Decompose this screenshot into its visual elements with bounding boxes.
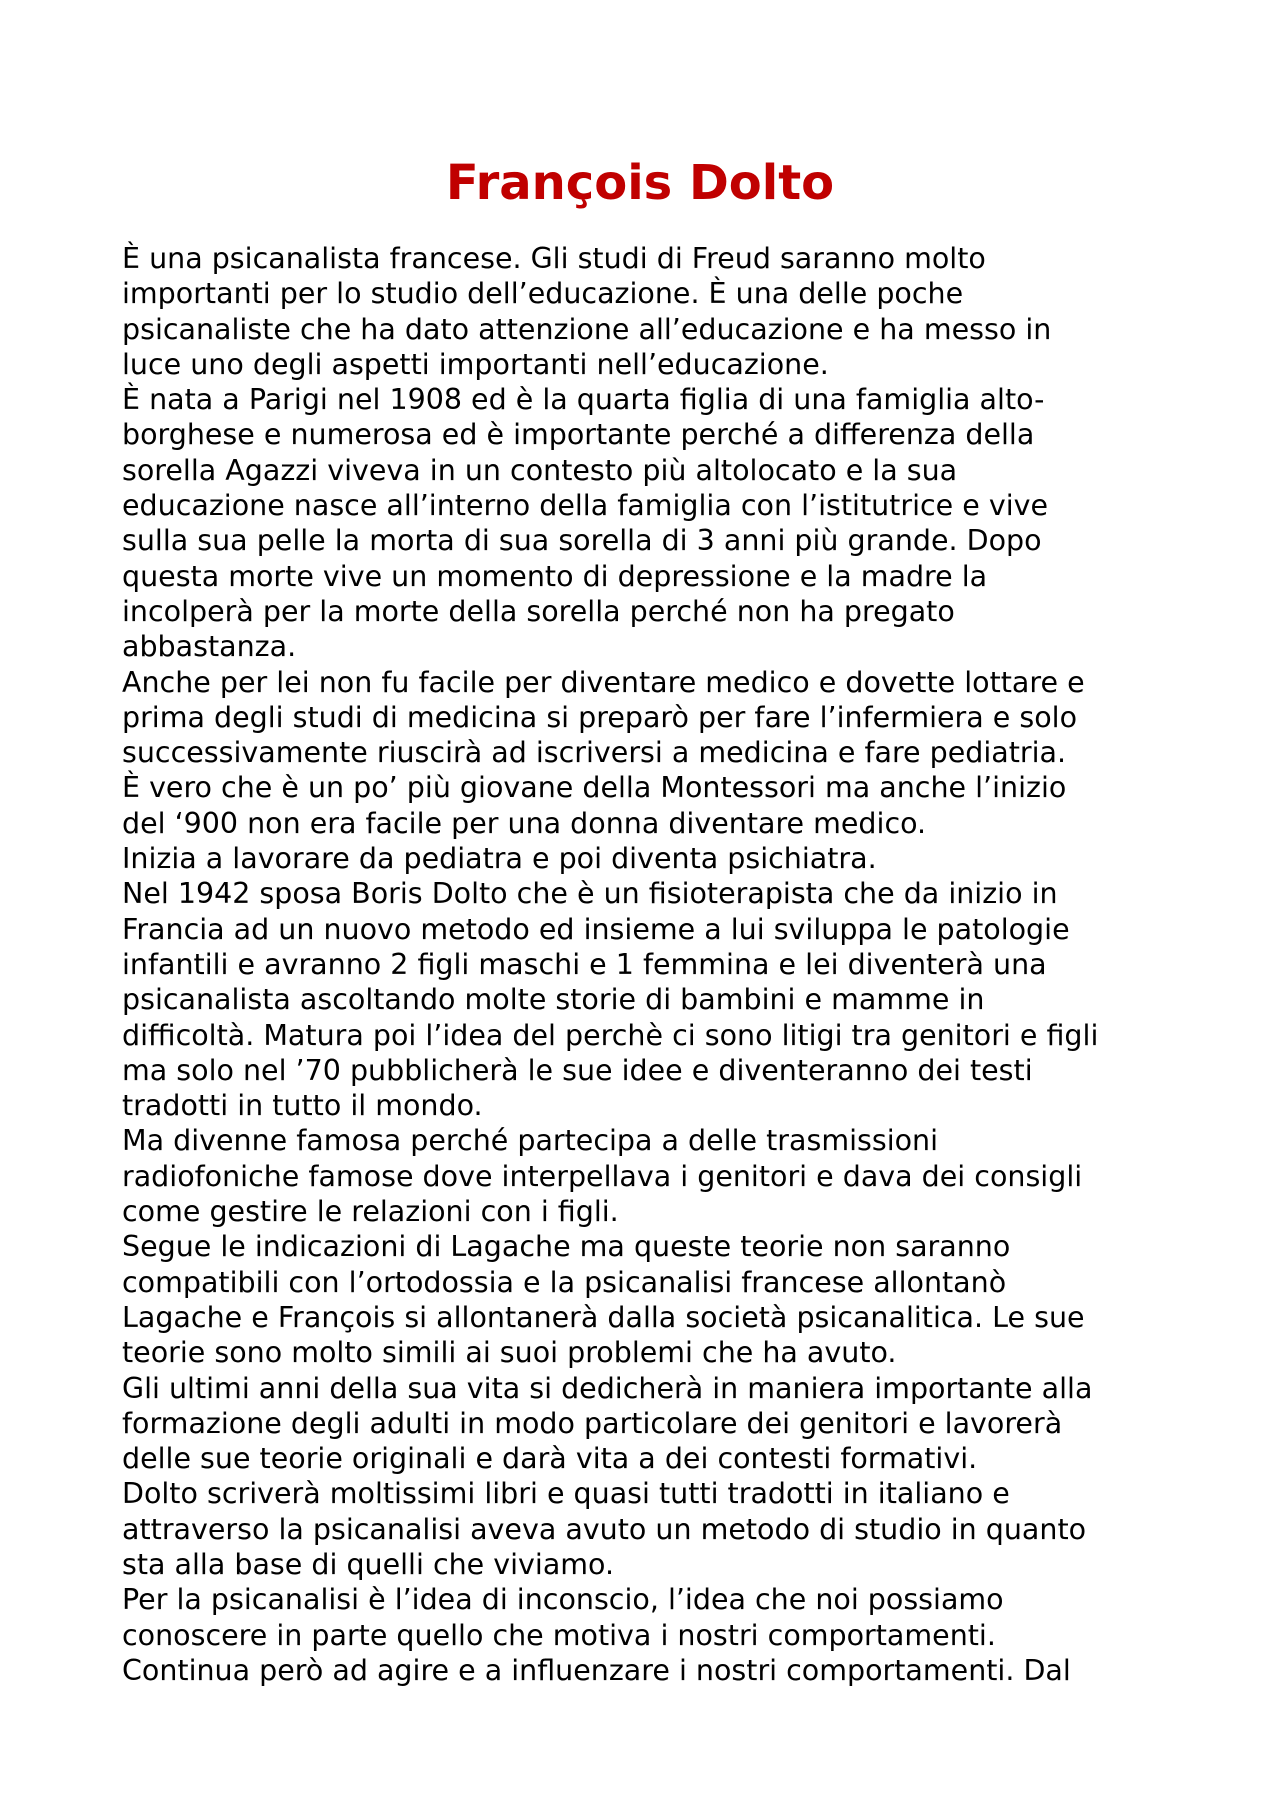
text-line: È nata a Parigi nel 1908 ed è la quarta figlia di una famiglia alto- xyxy=(122,383,1045,417)
text-line: Lagache e François si allontanerà dalla società psicanalitica. Le sue xyxy=(122,1300,1085,1334)
text-line: formazione degli adulti in modo particolare dei genitori e lavorerà xyxy=(122,1406,1063,1440)
text-line: abbastanza. xyxy=(122,630,297,664)
text-line: Francia ad un nuovo metodo ed insieme a lui sviluppa le patologie xyxy=(122,912,1070,946)
text-line: delle sue teorie originali e darà vita a dei contesti formativi. xyxy=(122,1442,978,1476)
text-line: infantili e avranno 2 figli maschi e 1 femmina e lei diventerà una xyxy=(122,947,1047,981)
text-line: Inizia a lavorare da pediatra e poi diventa psichiatra. xyxy=(122,842,877,876)
text-line: psicanalista ascoltando molte storie di bambini e mamme in xyxy=(122,983,985,1017)
text-line: È una psicanalista francese. Gli studi di Freud saranno molto xyxy=(122,242,986,275)
text-line: difficoltà. Matura poi l’idea del perchè ci sono litigi tra genitori e figli xyxy=(122,1018,1099,1052)
text-line: Gli ultimi anni della sua vita si dedicherà in maniera importante alla xyxy=(122,1371,1093,1405)
text-line: Nel 1942 sposa Boris Dolto che è un fisioterapista che da inizio in xyxy=(122,877,1058,911)
text-line: conoscere in parte quello che motiva i nostri comportamenti. xyxy=(122,1618,996,1652)
text-line: sorella Agazzi viveva in un contesto più altolocato e la sua xyxy=(122,453,958,487)
text-line: compatibili con l’ortodossia e la psicanalisi francese allontanò xyxy=(122,1265,1007,1299)
text-line: Dolto scriverà moltissimi libri e quasi tutti tradotti in italiano e xyxy=(122,1477,1010,1511)
text-line: come gestire le relazioni con i figli. xyxy=(122,1195,619,1229)
text-line: Continua però ad agire e a influenzare i nostri comportamenti. Dal xyxy=(122,1653,1071,1687)
text-line: del ‘900 non era facile per una donna diventare medico. xyxy=(122,806,927,840)
text-line: importanti per lo studio dell’educazione. È una delle poche xyxy=(122,277,964,311)
text-line: luce uno degli aspetti importanti nell’educazione. xyxy=(122,347,829,381)
text-line: radiofoniche famose dove interpellava i genitori e dava dei consigli xyxy=(122,1159,1083,1193)
text-line: borghese e numerosa ed è importante perché a differenza della xyxy=(122,418,1035,452)
text-line: successivamente riuscirà ad iscriversi a medicina e fare pediatria. xyxy=(122,736,1067,770)
text-line: attraverso la psicanalisi aveva avuto un metodo di studio in quanto xyxy=(122,1512,1087,1546)
text-line: sulla sua pelle la morta di sua sorella di 3 anni più grande. Dopo xyxy=(122,524,1042,558)
text-line: incolperà per la morte della sorella perché non ha pregato xyxy=(122,594,955,628)
text-line: psicanaliste che ha dato attenzione all’educazione e ha messo in xyxy=(122,312,1052,346)
text-line: questa morte vive un momento di depressione e la madre la xyxy=(122,559,988,593)
text-line: sta alla base di quelli che viviamo. xyxy=(122,1547,615,1581)
text-line: tradotti in tutto il mondo. xyxy=(122,1089,483,1123)
text-line: Anche per lei non fu facile per diventare medico e dovette lottare e xyxy=(122,665,1085,699)
text-line: educazione nasce all’interno della famiglia con l’istitutrice e vive xyxy=(122,489,1049,523)
page-title: François Dolto xyxy=(445,155,835,211)
text-line: Per la psicanalisi è l’idea di inconscio, l’idea che noi possiamo xyxy=(122,1583,1004,1617)
text-line: Segue le indicazioni di Lagache ma queste teorie non saranno xyxy=(122,1230,1011,1264)
text-line: È vero che è un po’ più giovane della Montessori ma anche l’inizio xyxy=(122,771,1067,805)
text-line: ma solo nel ’70 pubblicherà le sue idee e diventeranno dei testi xyxy=(122,1053,1033,1087)
text-line: Ma divenne famosa perché partecipa a delle trasmissioni xyxy=(122,1124,939,1158)
body-text xyxy=(122,241,1178,1688)
text-line: prima degli studi di medicina si preparò per fare l’infermiera e solo xyxy=(122,700,1078,734)
text-line: teorie sono molto simili ai suoi problemi che ha avuto. xyxy=(122,1336,897,1370)
